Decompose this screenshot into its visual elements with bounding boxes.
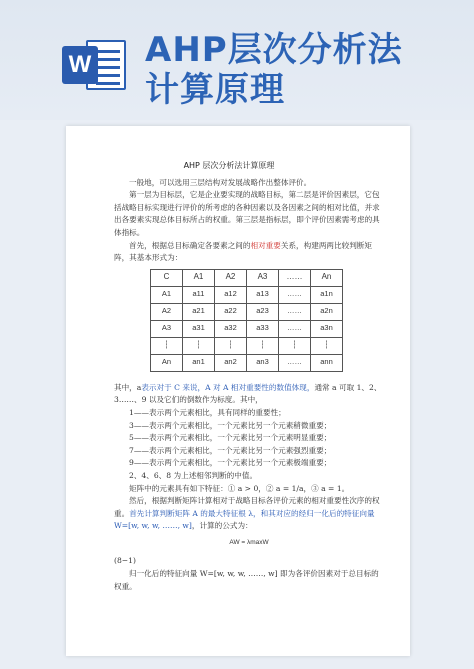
- highlight-relative-importance: 相对重要: [250, 240, 281, 250]
- matrix-cell: ……: [279, 286, 311, 303]
- matrix-header-cell: C: [151, 269, 183, 286]
- matrix-cell: ┆: [247, 337, 279, 354]
- matrix-cell: a13: [247, 286, 279, 303]
- highlight-importance-value: 表示对于 C 来说，A 对 A 相对重要性的数值体现，: [141, 382, 315, 392]
- judgment-matrix: [150, 269, 343, 372]
- matrix-cell: a21: [183, 303, 215, 320]
- word-document-icon: [62, 38, 128, 92]
- matrix-header-cell: A3: [247, 269, 279, 286]
- matrix-row: [151, 337, 343, 354]
- scale-item: 7——表示两个元素相比，一个元素比另一个元素强烈重要；: [129, 445, 332, 455]
- equation-label: (8−1): [114, 556, 136, 566]
- matrix-header-cell: ……: [279, 269, 311, 286]
- matrix-cell: ┆: [311, 337, 343, 354]
- matrix-cell: a2n: [311, 303, 343, 320]
- matrix-cell: a11: [183, 286, 215, 303]
- highlight-eigenvector: 首先计算判断矩阵 A 的最大特征根 λ，和其对应的经归一化后的特征向量 W=[w, w, w, ……, w]: [114, 508, 375, 531]
- paragraph-matrix-intro: 首先，根据总目标确定各要素之间的相对重要关系，构建两两比较判断矩阵，其基本形式为：: [114, 240, 372, 263]
- matrix-row: [151, 286, 343, 303]
- matrix-cell: a22: [215, 303, 247, 320]
- scale-item: 3——表示两个元素相比，一个元素比另一个元素稍微重要；: [129, 420, 332, 430]
- matrix-cell: a32: [215, 320, 247, 337]
- matrix-cell: an1: [183, 354, 215, 371]
- document-page: [66, 126, 410, 656]
- matrix-cell: a12: [215, 286, 247, 303]
- scale-item: 2、4、6、8 为上述相邻判断的中值。: [129, 470, 258, 480]
- matrix-row: [151, 354, 343, 371]
- matrix-cell: an3: [247, 354, 279, 371]
- scale-item: 1——表示两个元素相比，具有同样的重要性；: [129, 407, 286, 417]
- paragraph-layers: 第一层为目标层，它是企业要实现的战略目标，第二层是评价因素层，它包括战略目标实现进行评价的所考虑的各种因素以及各因素之间的相对比值，并求出各要素实现总体目标所占的权重。第三层是指标层，即个评价因素需考虑的具体指标。: [114, 190, 380, 237]
- matrix-cell: a23: [247, 303, 279, 320]
- paragraph-matrix-properties: 矩阵中的元素具有如下特征：① a > 0，② a = 1/a，③ a = 1。: [129, 483, 350, 493]
- eigen-formula: AW = λmaxW: [229, 538, 269, 546]
- paragraph-conclusion: 归一化后的特征向量 W=[w, w, w, ……, w] 即为各评价因素对于总目标的权重。: [114, 569, 379, 591]
- matrix-header-cell: A2: [215, 269, 247, 286]
- document-body: [114, 160, 384, 593]
- matrix-cell: a31: [183, 320, 215, 337]
- matrix-cell: ……: [279, 320, 311, 337]
- matrix-header-row: [151, 269, 343, 286]
- matrix-header-cell: An: [311, 269, 343, 286]
- matrix-cell: a1n: [311, 286, 343, 303]
- banner-title-line2: 计算原理: [145, 70, 285, 110]
- matrix-cell: ……: [279, 354, 311, 371]
- matrix-cell: a33: [247, 320, 279, 337]
- paragraph-weights: 然后，根据判断矩阵计算相对于战略目标各评价元素的相对重要性次序的权重。首先计算判断矩阵 A 的最大特征根 λ，和其对应的经归一化后的特征向量 W=[w, w, w, ……, w]，计算的公式为：: [114, 496, 380, 531]
- banner-title: [145, 30, 465, 110]
- matrix-cell: ┆: [151, 337, 183, 354]
- matrix-cell: ┆: [279, 337, 311, 354]
- scale-item: 5——表示两个元素相比，一个元素比另一个元素明显重要；: [129, 433, 332, 443]
- matrix-header-cell: A1: [183, 269, 215, 286]
- matrix-cell: ann: [311, 354, 343, 371]
- matrix-cell: ┆: [215, 337, 247, 354]
- matrix-cell: an2: [215, 354, 247, 371]
- scale-item: 9——表示两个元素相比，一个元素比另一个元素极端重要；: [129, 458, 332, 468]
- banner-title-line1: AHP层次分析法: [145, 30, 403, 70]
- matrix-cell: a3n: [311, 320, 343, 337]
- matrix-cell: ┆: [183, 337, 215, 354]
- matrix-row: [151, 303, 343, 320]
- matrix-cell: A3: [151, 320, 183, 337]
- matrix-cell: ……: [279, 303, 311, 320]
- word-badge: W: [62, 46, 98, 84]
- matrix-cell: An: [151, 354, 183, 371]
- header-banner: [0, 0, 474, 120]
- document-title: AHP 层次分析法计算原理: [183, 161, 275, 170]
- paragraph-scale-intro: 其中，a表示对于 C 来说，A 对 A 相对重要性的数值体现，通常 a 可取 1、2、3……、9 以及它们的倒数作为标度。其中，: [114, 382, 382, 405]
- matrix-cell: A2: [151, 303, 183, 320]
- matrix-row: [151, 320, 343, 337]
- matrix-cell: A1: [151, 286, 183, 303]
- paragraph-intro: 一般地，可以选用三层结构对发展战略作出整体评价。: [129, 177, 312, 187]
